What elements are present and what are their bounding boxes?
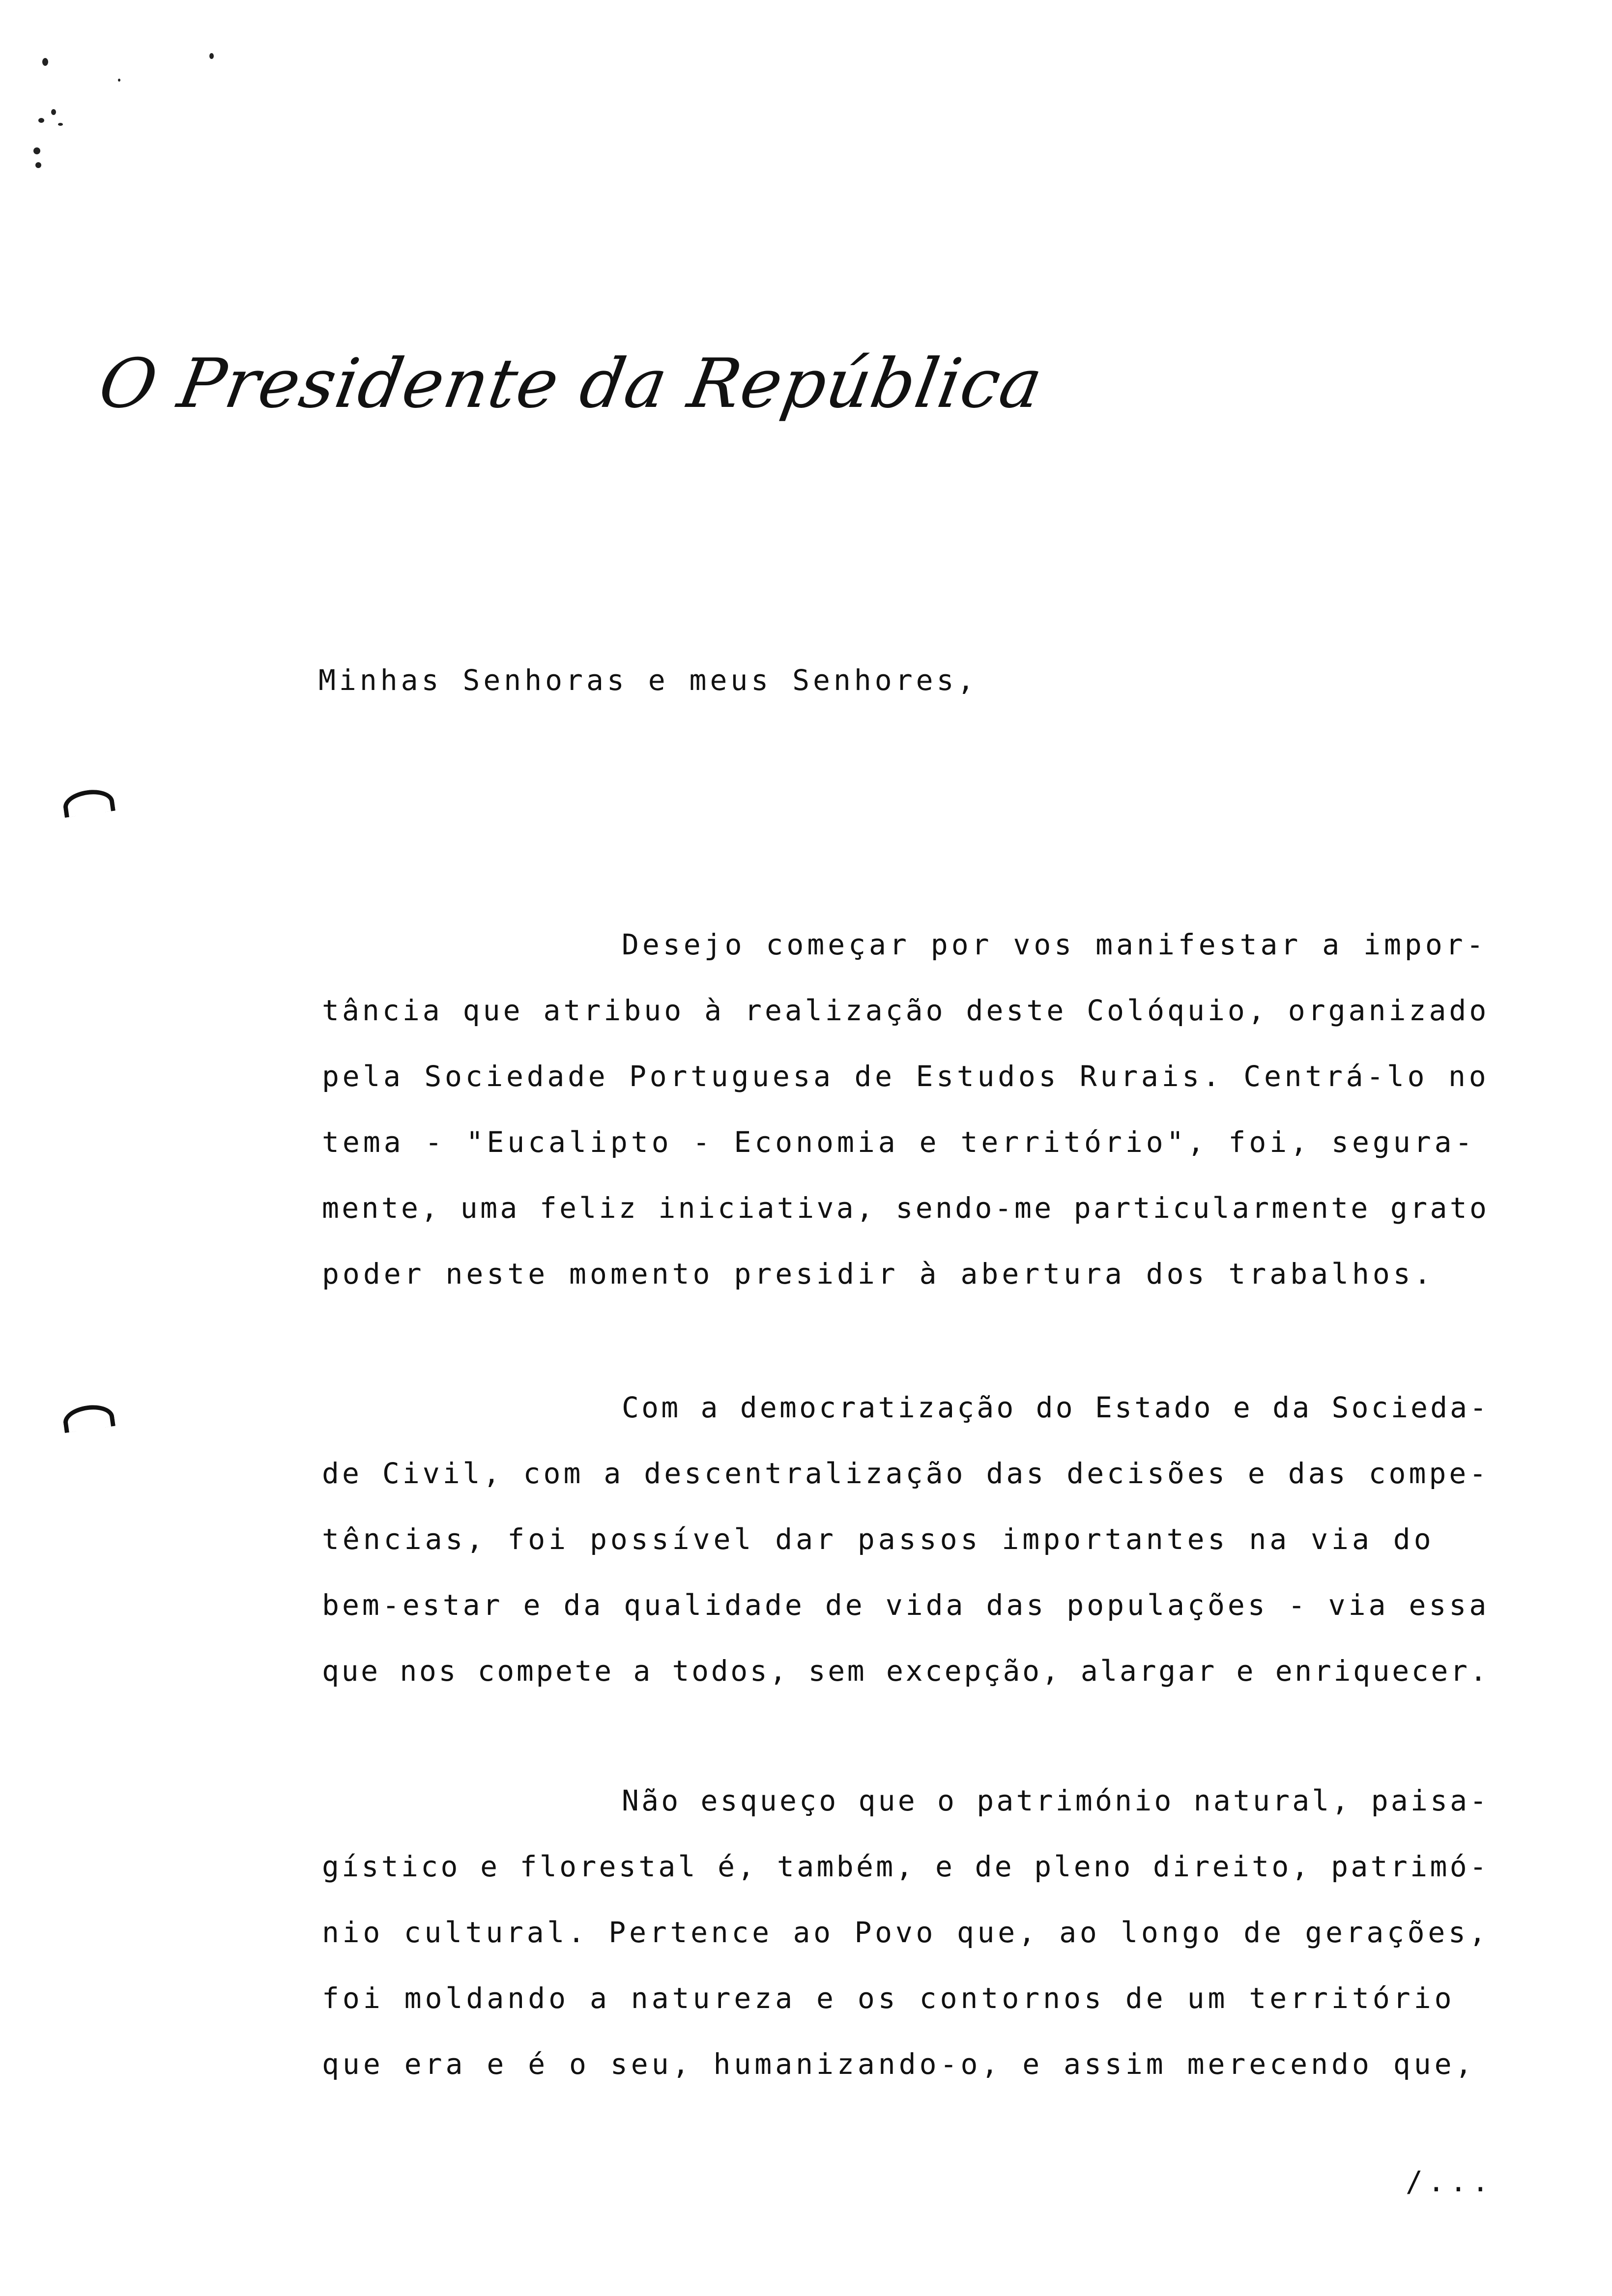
paragraph-line: poder neste momento presidir à abertura dos trabalhos. — [322, 1257, 1435, 1291]
paragraph-1 — [322, 912, 1489, 1307]
paragraph-line: tema - "Eucalipto - Economia e território", foi, segura- — [322, 1125, 1476, 1159]
scan-speck — [58, 123, 63, 126]
paragraph-line: tências, foi possível dar passos importantes na via do — [322, 1522, 1435, 1556]
scan-speck — [209, 53, 214, 59]
scan-speck — [38, 118, 44, 123]
scan-speck — [118, 79, 120, 82]
scan-speck — [42, 58, 48, 66]
paragraph-line: nio cultural. Pertence ao Povo que, ao longo de gerações, — [322, 1916, 1490, 1949]
scan-speck — [51, 109, 56, 115]
letterhead-title: O Presidente da República — [93, 344, 1049, 423]
paragraph-line: foi moldando a natureza e os contornos de um território — [322, 1981, 1455, 2015]
paragraph-line: de Civil, com a descentralização das decisões e das compe- — [322, 1457, 1490, 1490]
paragraph-line: tância que atribuo à realização deste Colóquio, organizado — [322, 994, 1490, 1027]
paragraph-line: Desejo começar por vos manifestar a impor- — [622, 928, 1487, 961]
paragraph-line: mente, uma feliz iniciativa, sendo-me particularmente grato — [322, 1191, 1490, 1225]
paragraph-line: Com a democratização do Estado e da Socieda- — [622, 1391, 1490, 1424]
scan-speck — [33, 147, 40, 154]
paragraph-line: gístico e florestal é, também, e de pleno direito, patrimó- — [322, 1850, 1490, 1883]
paragraph-line: que era e é o seu, humanizando-o, e assim merecendo que, — [322, 2047, 1476, 2081]
salutation: Minhas Senhoras e meus Senhores, — [318, 663, 978, 697]
paragraph-3 — [322, 1768, 1489, 2097]
paragraph-2 — [322, 1375, 1489, 1704]
paragraph-line: Não esqueço que o património natural, paisa- — [622, 1784, 1490, 1817]
punch-hole-mark — [61, 1402, 115, 1433]
continuation-mark: /... — [1406, 2165, 1494, 2198]
punch-hole-mark — [61, 787, 115, 818]
paragraph-line: bem-estar e da qualidade de vida das populações - via essa — [322, 1588, 1490, 1622]
paragraph-line: que nos compete a todos, sem excepção, alargar e enriquecer. — [322, 1654, 1490, 1688]
paragraph-line: pela Sociedade Portuguesa de Estudos Rurais. Centrá-lo no — [322, 1060, 1490, 1093]
scan-speck — [35, 162, 41, 168]
